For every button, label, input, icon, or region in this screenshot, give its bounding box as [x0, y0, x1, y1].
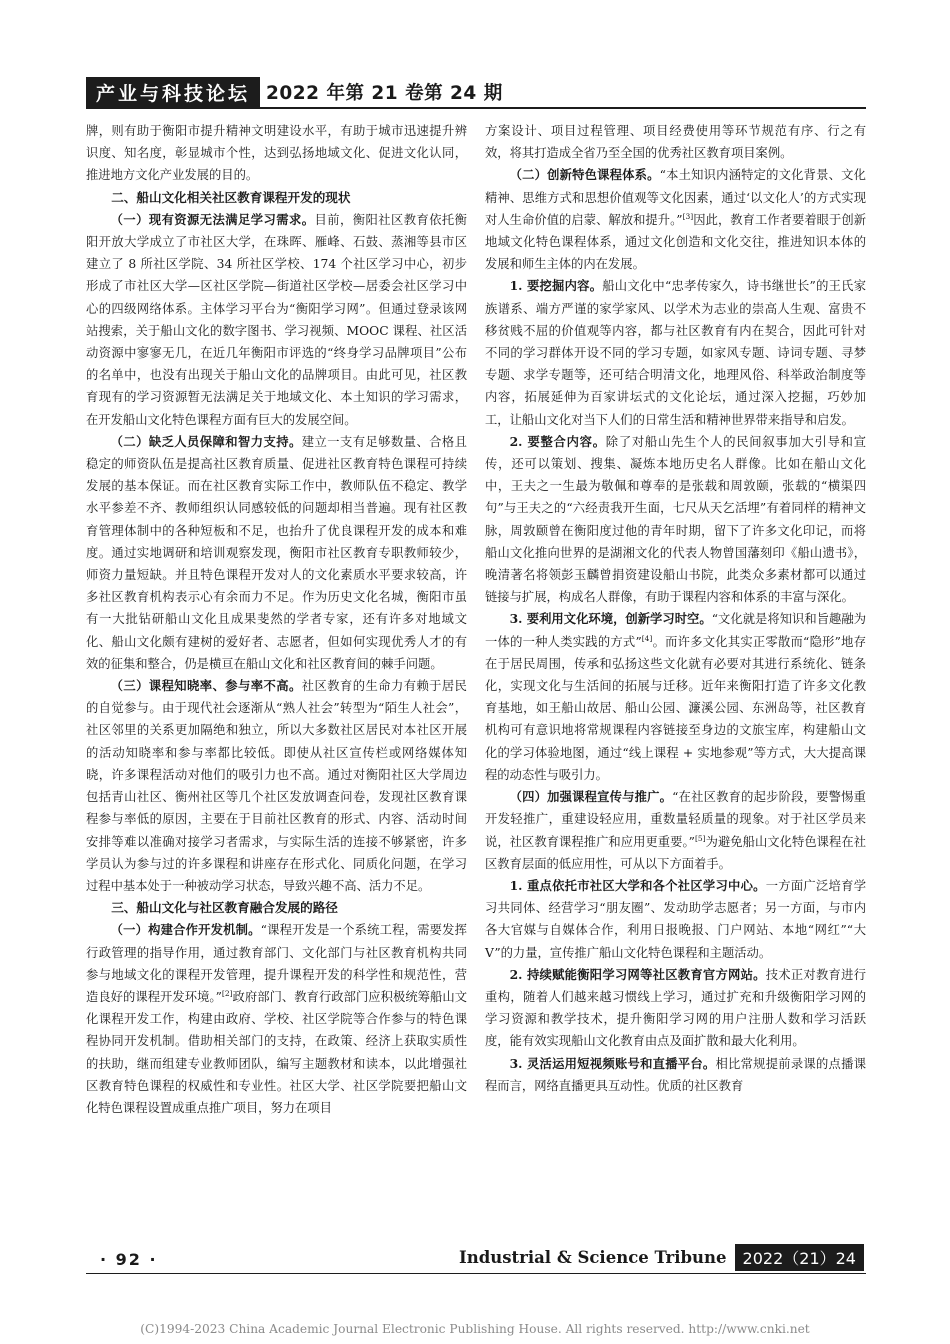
section-heading: 二、船山文化相关社区教育课程开发的现状	[111, 189, 351, 205]
footer-divider	[86, 1273, 866, 1274]
paragraph-text: “本土知识内涵特定的文化背景、文化精神、思维方式和思想价值观等文化因素，通过‘以文化人’的方式实现对人生命价值的启蒙、解放和提升。”	[485, 168, 866, 227]
paragraph-text: 政府部门、教育行政部门应积极统筹船山文化课程开发工作，构建由政府、学校、社区学院等合作参与的特色课程协同开发机制。借助相关部门的支持，在政策、经济上获取实质性的扶助，继而组建专业教师团队，编写主题教材和读本，以此增强社区教育特色课程的权威性和专业性。社区大学、社区学院要把船山文化特色课程设置成重点推广项目，努力在项目	[86, 989, 467, 1115]
subsection-lead: （二）缺乏人员保障和智力支持。	[110, 433, 302, 449]
paragraph	[485, 964, 866, 1053]
paragraph-text: “文化就是将知识和旨趣融为一体的一种人类实践的方式”	[485, 612, 866, 649]
paragraph-text: 目前，衡阳社区教育依托衡阳开放大学成立了市社区大学，在珠晖、雁峰、石鼓、蒸湘等县市区建立了 8 所社区学院、34 所社区学校、174 个社区学习中心，初步形成了市社区大学—区社区学院—街道社区学校—居委会社区学习中心的四级网络体系。主体学习平台为“衡阳学习网”。但通过登录该网站搜索，关于船山文化的数字图书、学习视频、MOOC 课程、社区活动资源中寥寥无几，在近几年衡阳市评选的“终身学习品牌项目”公布的名单中，也没有出现关于船山文化的品牌项目。由此可见，社区教育现有的学习资源暂无法满足关于地域文化、本土知识的学习需求，在开发船山文化特色课程方面有巨大的发展空间。	[86, 212, 467, 427]
subsection-lead: （三）课程知晓率、参与率不高。	[110, 678, 302, 694]
paragraph: 方案设计、项目过程管理、项目经费使用等环节规范有序、行之有效，将其打造成全省乃至全国的优秀社区教育项目案例。	[485, 124, 866, 161]
paragraph-text: 因此，教育工作者要着眼于创新地域文化特色课程体系，通过文化创造和文化交往，推进知识本体的发展和师生主体的内在发展。	[485, 212, 866, 272]
paragraph	[485, 786, 866, 875]
subsection-lead: （二）创新特色课程体系。	[509, 167, 660, 183]
paragraph-text: “课程开发是一个系统工程，需要发挥行政管理的指导作用，通过教育部门、文化部门与社区教育机构共同参与地域文化的课程开发管理，提升课程开发的科学性和规范性，营造良好的课程开发环境。”	[86, 923, 467, 1004]
item-lead: 3. 灵活运用短视频账号和直播平台。	[509, 1055, 716, 1071]
paragraph-text: 技术正对教育进行重构，随着人们越来越习惯线上学习，通过扩充和升级衡阳学习网的学习资源和教学技术，提升衡阳学习网的用户注册人数和学习活跃度，能有效实现船山文化教育由点及面扩散和最大化利用。	[485, 967, 866, 1049]
item-lead: 1. 要挖掘内容。	[509, 278, 603, 294]
citation-ref: [5]	[694, 833, 706, 843]
citation-ref: [4]	[641, 633, 653, 643]
paragraph-text: 船山文化中“忠孝传家久，诗书继世长”的王氏家族谱系、端方严谨的家学家风、以学术为志业的崇高人生观、富贵不移贫贱不屈的价值观等内容，都与社区教育有内在契合，因此可针对不同的学习群体开设不同的学习专题，如家风专题、诗词专题、寻梦专题、求学专题等，还可结合明清文化，地理风俗、科举政治制度等内容，拓展延伸为百家讲坛式的文化论坛，通过深入挖掘，巧妙加工，让船山文化对当下人们的日常生活和精神世界带来指导和启发。	[485, 279, 866, 427]
paragraph-text: “在社区教育的起步阶段，要警惕重开发轻推广，重建设轻应用，重数量轻质量的现象。对于社区学员来说，社区教育课程推广和应用更重要。”	[485, 790, 866, 849]
paragraph: 牌，则有助于衡阳市提升精神文明建设水平，有助于城市迅速提升辨识度、知名度，彰显城市个性，达到弘扬地域文化、促进文化认同，推进地方文化产业发展的目的。	[86, 124, 467, 183]
copyright-notice: (C)1994-2023 China Academic Journal Electronic Publishing House. All rights reserved. http://www.cnki.net	[140, 1322, 810, 1336]
subsection-lead: （一）构建合作开发机制。	[110, 922, 261, 938]
journal-footer	[459, 1244, 864, 1270]
page-number: · 92 ·	[100, 1250, 158, 1269]
paragraph	[485, 608, 866, 786]
paragraph-text: 建立一支有足够数量、合格且稳定的师资队伍是提高社区教育质量、促进社区教育特色课程可持续发展的基本保证。而在社区教育实际工作中，教师队伍不稳定、教学水平参差不齐、教师组织认同感较低的问题却相当普遍。现有社区教育管理体制中的各种短板和不足，也抬升了优良课程开发的成本和难度。通过实地调研和培训观察发现，衡阳市社区教育专职教师较少，师资力量短缺。并且特色课程开发对人的文化素质水平要求较高，许多社区教育机构表示心有余而力不足。作为历史文化名城，衡阳市虽有一大批钻研船山文化且成果斐然的学者专家，还有许多对地域文化、船山文化颇有建树的爱好者、志愿者，但如何实现优秀人才的有效的征集和整合，仍是横亘在船山文化和社区教育间的棘手问题。	[86, 434, 467, 671]
citation-ref: [2]	[221, 988, 233, 998]
item-lead: 1. 重点依托市社区大学和各个社区学习中心。	[509, 877, 766, 893]
paragraph	[485, 164, 866, 275]
paragraph-text: 一方面广泛培育学习共同体、经营学习“朋友圈”、发动助学志愿者；另一方面，与市内各大官媒与自媒体合作，利用日报晚报、门户网站、本地“网红”“大 V”的力量，宣传推广船山文化特色课程和主题活动。	[485, 878, 866, 960]
item-lead: 2. 要整合内容。	[509, 433, 606, 449]
right-column	[485, 120, 866, 1097]
journal-name-en: Industrial & Science Tribune	[459, 1247, 727, 1267]
issue-badge: 2022（21）24	[735, 1244, 864, 1271]
item-lead: 3. 要利用文化环境，创新学习时空。	[509, 611, 712, 627]
paragraph-text: 相比常规提前录课的点播课程而言，网络直播更具互动性。优质的社区教育	[485, 1056, 866, 1093]
paragraph	[86, 675, 467, 897]
paragraph	[485, 431, 866, 609]
paragraph	[485, 875, 866, 964]
left-column	[86, 120, 467, 1119]
header-divider	[86, 107, 866, 109]
subsection-lead: （四）加强课程宣传与推广。	[509, 789, 673, 805]
journal-name-badge: 产业与科技论坛	[86, 77, 260, 107]
paragraph-text: 社区教育的生命力有赖于居民的自觉参与。由于现代社会逐渐从“熟人社会”转型为“陌生人社会”，社区邻里的关系更加隔绝和独立，所以大多数社区居民对本社区开展的活动知晓率和参与率都比较低。即使从社区宣传栏或网络媒体知晓，许多课程活动对他们的吸引力也不高。通过对衡阳社区大学周边包括青山社区、衡州社区等几个社区发放调查问卷，发现社区教育课程参与率低的原因，主要在于目前社区教育的形式、内容、活动时间安排等难以准确对接学习者需求，与实际生活的连接不够紧密，许多学员认为参与过的许多课程和讲座存在形式化、同质化问题，在学习过程中基本处于一种被动学习状态，导致兴趣不高、活力不足。	[86, 679, 467, 893]
paragraph-text: 除了对船山先生个人的民间叙事加大引导和宣传，还可以策划、搜集、凝炼本地历史名人群像。比如在船山文化中，王夫之一生最为敬佩和尊奉的是张载和周敦颐，张载的“横渠四句”与王夫之的“六经责我开生面，七尺从天乞活埋”有着同样的精神文脉，周敦颐曾在衡阳度过他的青年时期，留下了许多文化印记，而将船山文化推向世界的是湖湘文化的代表人物曾国藩刻印《船山遗书》，晚清著名将领彭玉麟曾捐资建设船山书院，此类众多素材都可以通过链接与扩展，构成名人群像，有助于课程内容和体系的丰富与深化。	[485, 434, 866, 605]
section-heading: 三、船山文化与社区教育融合发展的路径	[111, 900, 338, 916]
citation-ref: [3]	[682, 211, 694, 221]
paragraph	[485, 275, 866, 430]
subsection-lead: （一）现有资源无法满足学习需求。	[110, 211, 315, 227]
paragraph-text: 。而许多文化其实正零散而“隐形”地存在于居民周围，传承和弘扬这些文化就有必要对其进行系统化、链条化，实现文化与生活间的拓展与迁移。近年来衡阳打造了许多文化教育基地，如王船山故居、船山公园、濂溪公园、东洲岛等，社区教育机构可有意识地将常规课程内容链接至身边的文旅宝库，构建船山文化的学习体验地图，通过“线上课程 + 实地参观”等方式，大大提高课程的动态性与吸引力。	[485, 634, 866, 782]
paragraph	[485, 1053, 866, 1097]
paragraph-text: 为避免船山文化特色课程在社区教育层面的低应用性，可从以下方面着手。	[485, 834, 866, 871]
paragraph	[86, 919, 467, 1119]
journal-header	[86, 77, 503, 107]
item-lead: 2. 持续赋能衡阳学习网等社区教育官方网站。	[509, 966, 766, 982]
issue-info: 2022 年第 21 卷第 24 期	[266, 83, 503, 104]
paragraph	[86, 431, 467, 675]
paragraph	[86, 209, 467, 431]
